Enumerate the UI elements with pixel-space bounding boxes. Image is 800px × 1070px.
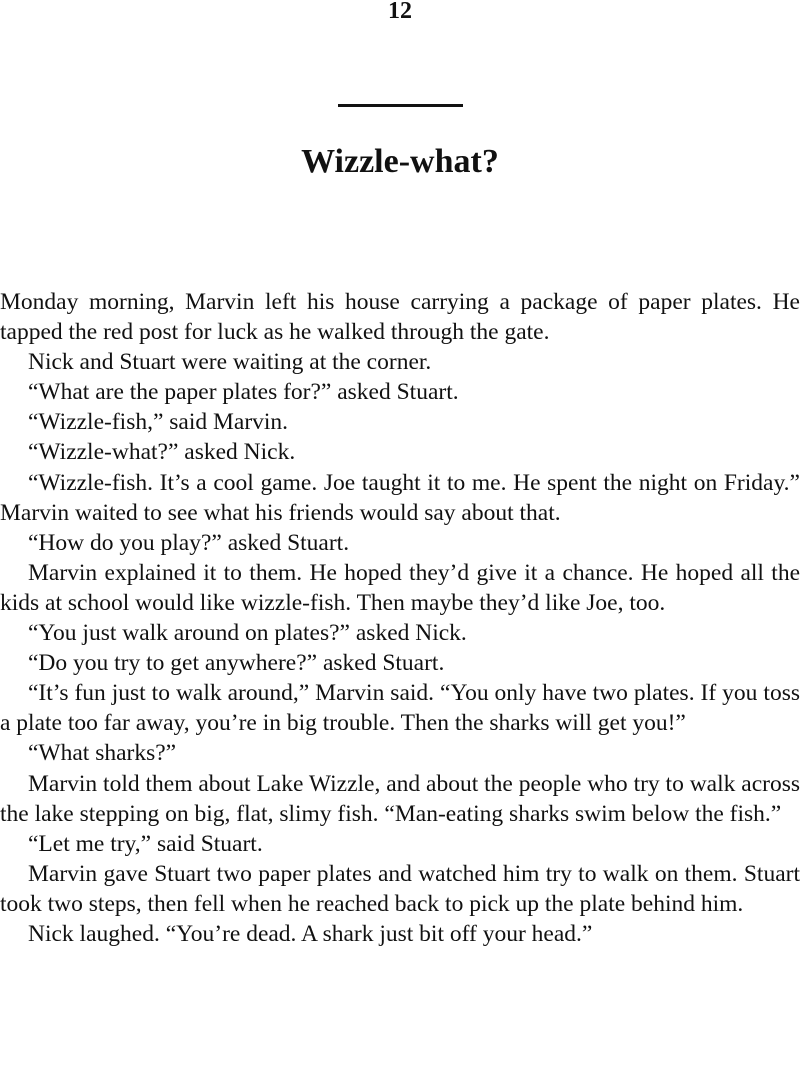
paragraph: “What are the paper plates for?” asked Stuart. (28, 379, 459, 406)
paragraph: “Wizzle-fish. It’s a cool game. Joe taught it to me. He spent the night on Friday.” Marvin waited to see what his friends would say about that. (0, 469, 800, 526)
paragraph: Marvin explained it to them. He hoped they’d give it a chance. He hoped all the kids at school would like wizzle-fish. Then maybe they’d like Joe, too. (0, 559, 800, 616)
paragraph: Nick laughed. “You’re dead. A shark just bit off your head.” (28, 920, 593, 947)
paragraph: Marvin gave Stuart two paper plates and watched him try to walk on them. Stuart took two steps, then fell when he reached back to pick up the plate behind him. (0, 860, 800, 917)
paragraph: “Do you try to get anywhere?” asked Stuart. (28, 650, 445, 677)
paragraph: “How do you play?” asked Stuart. (28, 529, 350, 556)
paragraph: “What sharks?” (28, 740, 177, 767)
paragraph: “Wizzle-fish,” said Marvin. (28, 409, 289, 436)
paragraph: “Let me try,” said Stuart. (28, 830, 263, 857)
paragraph: “Wizzle-what?” asked Nick. (28, 439, 296, 466)
paragraph: Monday morning, Marvin left his house carrying a package of paper plates. He tapped the red post for luck as he walked through the gate. (0, 289, 800, 346)
chapter-title: Wizzle-what? (301, 143, 499, 180)
paragraph: Marvin told them about Lake Wizzle, and about the people who try to walk across the lake stepping on big, flat, slimy fish. “Man-eating sharks swim below the fish.” (0, 770, 800, 827)
chapter-divider (338, 104, 463, 107)
paragraph: “You just walk around on plates?” asked Nick. (28, 620, 467, 647)
chapter-number: 12 (388, 0, 412, 24)
chapter-body (0, 287, 800, 949)
paragraph: “It’s fun just to walk around,” Marvin said. “You only have two plates. If you toss a plate too far away, you’re in big trouble. Then the sharks will get you!” (0, 680, 800, 737)
paragraph: Nick and Stuart were waiting at the corner. (28, 349, 432, 376)
